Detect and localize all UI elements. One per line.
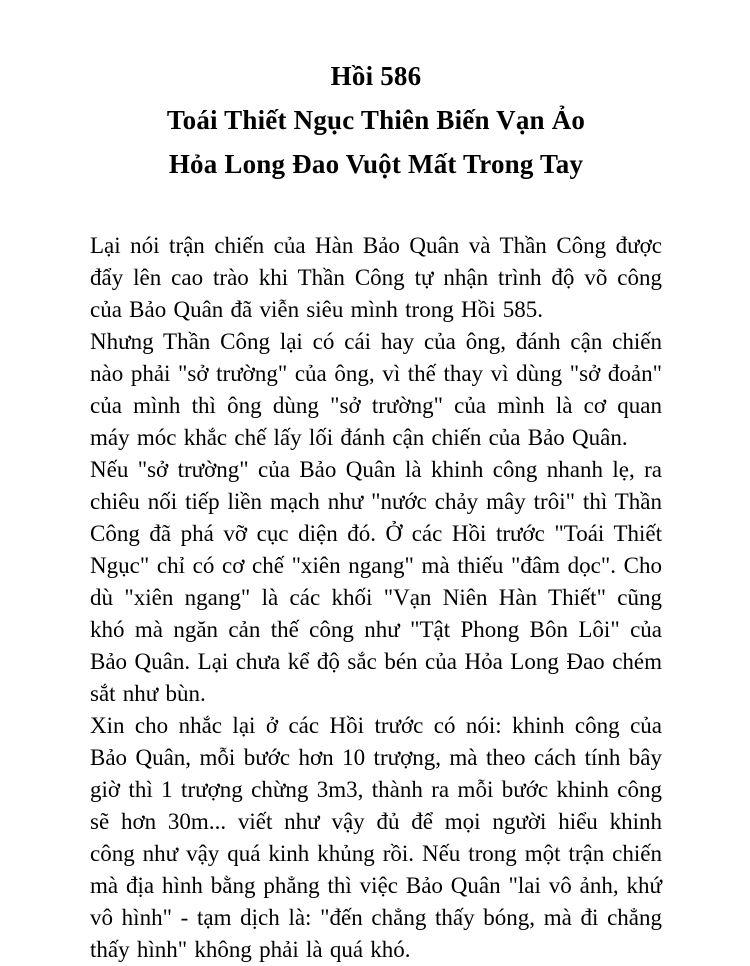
chapter-body xyxy=(90,230,662,966)
chapter-heading: Hồi 586 xyxy=(330,61,422,91)
paragraph: Xin cho nhắc lại ở các Hồi trước có nói: khinh công của Bảo Quân, mỗi bước hơn 10 trượng, mà theo cách tính bây giờ thì 1 trượng chừng 3m3, thành ra mỗi bước khinh công sẽ hơn 30m... viết như vậy đủ để mọi người hiểu khinh công như vậy quá kinh khủng rồi. Nếu trong một trận chiến mà địa hình bằng phẳng thì việc Bảo Quân "lai vô ảnh, khứ vô hình" - tạm dịch là: "đến chẳng thấy bóng, mà đi chẳng thấy hình" không phải là quá khó. xyxy=(90,713,662,962)
paragraph: Lại nói trận chiến của Hàn Bảo Quân và Thần Công được đẩy lên cao trào khi Thần Công tự nhận trình độ võ công của Bảo Quân đã viễn siêu mình trong Hồi 585. xyxy=(90,233,662,322)
paragraph: Nếu "sở trường" của Bảo Quân là khinh công nhanh lẹ, ra chiêu nối tiếp liền mạch như "nước chảy mây trôi" thì Thần Công đã phá vỡ cục diện đó. Ở các Hồi trước "Toái Thiết Ngục" chỉ có cơ chế "xiên ngang" mà thiếu "đâm dọc". Cho dù "xiên ngang" là các khối "Vạn Niên Hàn Thiết" cũng khó mà ngăn cản thế công như "Tật Phong Bôn Lôi" của Bảo Quân. Lại chưa kể độ sắc bén của Hỏa Long Đao chém sắt như bùn. xyxy=(90,457,662,706)
paragraph: Nhưng Thần Công lại có cái hay của ông, đánh cận chiến nào phải "sở trường" của ông, vì thế thay vì dùng "sở đoản" của mình thì ông dùng "sở trường" của mình là cơ quan máy móc khắc chế lấy lối đánh cận chiến của Bảo Quân. xyxy=(90,329,662,450)
chapter-title-line-2: Hỏa Long Đao Vuột Mất Trong Tay xyxy=(168,149,584,179)
chapter-title-line-1: Toái Thiết Ngục Thiên Biến Vạn Ảo xyxy=(166,105,586,135)
chapter-title-block xyxy=(90,62,662,178)
